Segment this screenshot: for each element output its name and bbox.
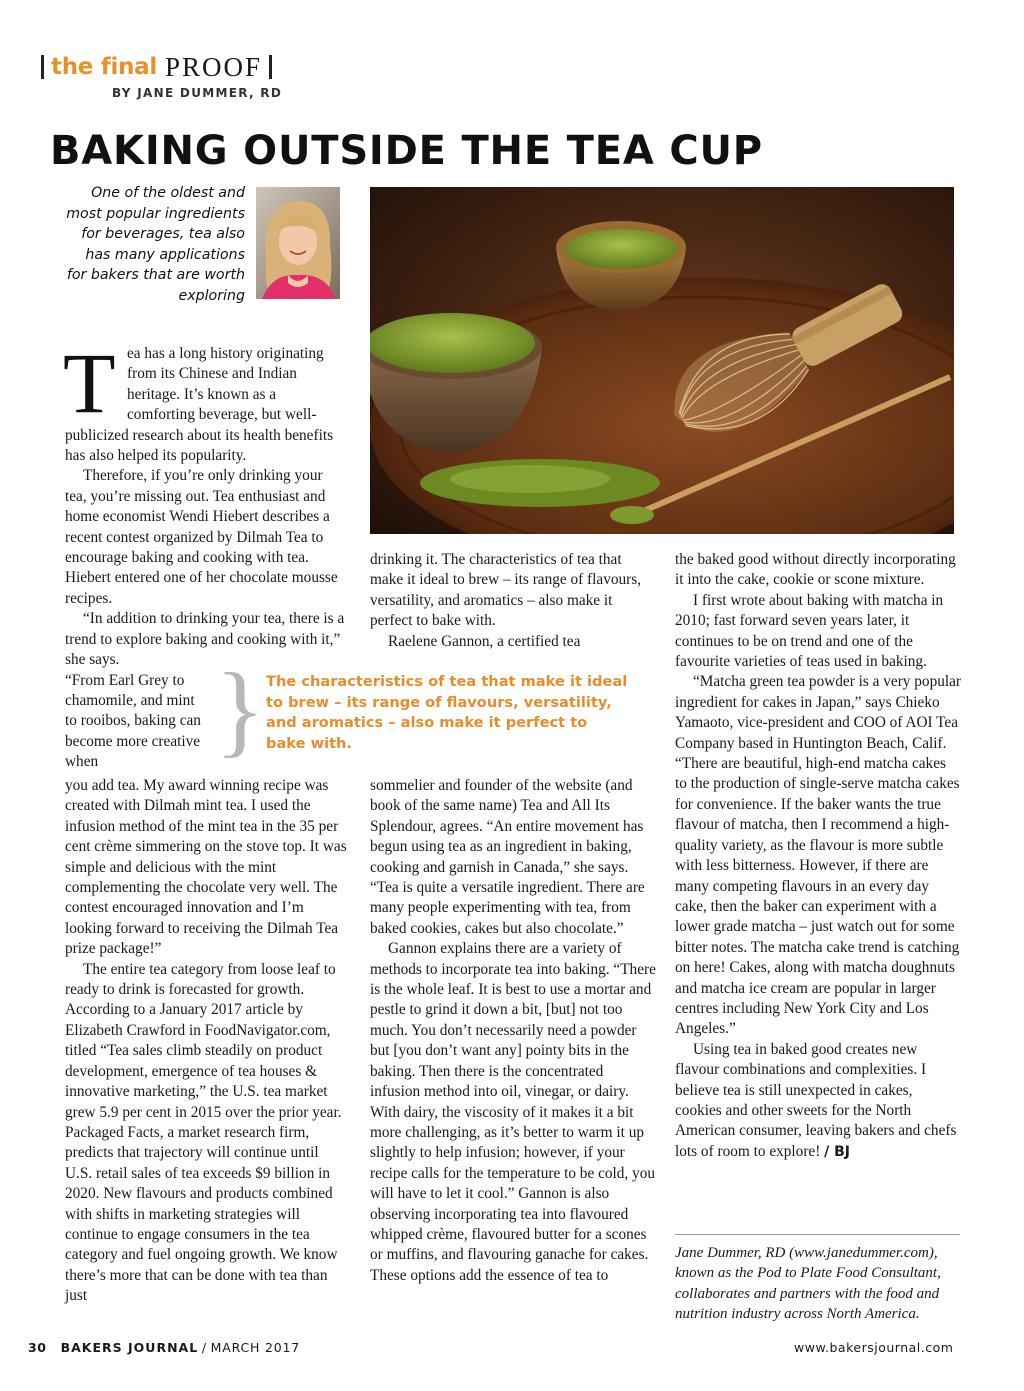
drop-cap: T bbox=[63, 335, 116, 431]
paragraph: “In addition to drinking your tea, there is a trend to explore baking and cooking with it,” she says. bbox=[65, 610, 345, 669]
paragraph: Gannon explains there are a variety of methods to incorporate tea into baking. “There is the whole leaf. It is best to use a mortar and pestle to grind it down a bit, [but] not too much. You don’t necessarily need a powder but [you don’t want any] pointy bits in the baking. Then there is the concentrated infusion method into oil, vinegar, or dairy. With dairy, the viscosity of it makes it a bit more challenging, as it’s better to warm it up slightly to help infusion; however, if your recipe calls for the temperature to be cold, you will have to let it cool.” Gannon is also observing incorporating tea into flavoured whipped crème, flavoured butter for a scones or muffins, and flavouring ganache for cakes. These options add the essence of tea to bbox=[370, 940, 656, 1284]
paragraph bbox=[675, 1040, 961, 1162]
paragraph: sommelier and founder of the website (and book of the same name) Tea and All Its Splendour, agrees. “An entire movement has begun using tea as an ingredient in baking, cooking and garnish in Canada,” she says. “Tea is quite a versatile ingredient. There are many people experimenting with tea, from baked cookies, cakes but also chocolate.” bbox=[370, 777, 645, 937]
body-column-1-bottom bbox=[65, 776, 347, 1307]
article-title: BAKING OUTSIDE THE TEA CUP bbox=[50, 128, 763, 174]
paragraph: drinking it. The characteristics of tea that make it ideal to brew – its range of flavours, versatility, and aromatics – also make it perfect to bake with. bbox=[370, 551, 642, 630]
footer-left bbox=[28, 1340, 300, 1356]
header-bar-left bbox=[41, 55, 44, 79]
paragraph bbox=[63, 335, 347, 466]
author-headshot bbox=[256, 187, 340, 299]
article-deck: One of the oldest and most popular ingredients for beverages, tea also has many applications for bakers that are worth exploring bbox=[66, 185, 245, 304]
byline: BY JANE DUMMER, RD bbox=[112, 86, 283, 100]
matcha-hero-photo bbox=[370, 187, 954, 534]
body-column-2-bottom bbox=[370, 776, 656, 1286]
section-name: PROOF bbox=[164, 51, 262, 82]
paragraph: “Matcha green tea powder is a very popular ingredient for cakes in Japan,” says Chieko Yamaoto, vice-president and COO of AOI Tea Company based in Huntington Beach, Calif. “There are beautiful, high-end matcha cakes to the production of single-serve matcha cakes for convenience. If the baker wants the true flavour of matcha, then I recommend a high-quality variety, as the flavour is more subtle with less bitterness. However, if there are many competing flavours in an every day cake, then the baker can experiment with a lower grade matcha – just watch out for some bitter notes. The matcha cake trend is catching on here! Cakes, along with matcha doughnuts and matcha ice cream are popular in larger centres including New York City and Los Angeles.” bbox=[675, 673, 962, 1038]
paragraph: I first wrote about baking with matcha in 2010; fast forward seven years later, it continues to be on trend and one of the favourite varieties of teas used in baking. bbox=[675, 591, 944, 671]
paragraph-text: Using tea in baked good creates new flavour combinations and complexities. I believe tea is still unexpected in cakes, cookies and other sweets for the North American consumer, leaving bakers and chefs lots of room to explore! bbox=[675, 1040, 957, 1160]
paragraph: Raelene Gannon, a certified tea bbox=[388, 632, 581, 650]
publication-name: BAKERS JOURNAL bbox=[60, 1340, 199, 1355]
paragraph: you add tea. My award winning recipe was created with Dilmah mint tea. I used the infusion method of the mint tea in the 35 per cent crème simmering on the stove top. It was simple and delicious with the mint complementing the chocolate very well. The contest encouraged innovation and I’m looking forward to receiving the Dilmah Tea prize package!” bbox=[65, 777, 347, 958]
header-bar-right bbox=[269, 55, 272, 79]
bio-divider bbox=[675, 1234, 960, 1235]
body-column-2-top bbox=[370, 550, 656, 652]
pull-quote: The characteristics of tea that make it ideal to brew – its range of flavours, versatility, and aromatics – also make it perfect to bake with. bbox=[266, 673, 628, 752]
page-number: 30 bbox=[28, 1340, 47, 1355]
section-header bbox=[34, 50, 279, 84]
end-sign: / BJ bbox=[824, 1143, 850, 1160]
footer-separator: / bbox=[201, 1340, 207, 1355]
paragraph-text: ea has a long history originating from its Chinese and Indian heritage. It’s known as a comforting beverage, but well-publicized research about its health benefits has also helped its popularity. bbox=[65, 345, 334, 465]
body-column-3 bbox=[675, 550, 961, 1162]
paragraph: the baked good without directly incorporating it into the cake, cookie or scone mixture. bbox=[675, 551, 956, 589]
pull-quote-brace: } bbox=[215, 652, 265, 767]
author-bio: Jane Dummer, RD (www.janedummer.com), known as the Pod to Plate Food Consultant, collaborates and partners with the food and nutrition industry across North America. bbox=[675, 1245, 941, 1323]
website-link[interactable]: www.bakersjournal.com bbox=[794, 1340, 954, 1355]
paragraph: “From Earl Grey to chamomile, and mint to rooibos, baking can become more creative when bbox=[65, 671, 201, 771]
paragraph: Therefore, if you’re only drinking your tea, you’re missing out. Tea enthusiast and home economist Wendi Hiebert describes a recent contest organized by Dilmah Tea to encourage baking and cooking with tea. Hiebert entered one of her chocolate mousse recipes. bbox=[65, 467, 338, 607]
section-brand: the final bbox=[51, 54, 157, 80]
drop-cap-space bbox=[63, 335, 127, 431]
paragraph: The entire tea category from loose leaf to ready to drink is forecasted for growth. According to a January 2017 article by Elizabeth Crawford in FoodNavigator.com, titled “Tea sales climb steadily on product development, emergence of tea houses & innovative marketing,” the U.S. tea market grew 5.9 per cent in 2015 over the prior year. Packaged Facts, a market research firm, predicts that trajectory will continue until U.S. retail sales of tea exceeds $9 billion in 2020. New flavours and products combined with shifts in marketing strategies will continue to engage consumers in the tea category and fuel ongoing growth. We know there’s more that can be done with tea than just bbox=[65, 960, 342, 1305]
issue-date: MARCH 2017 bbox=[210, 1340, 300, 1355]
